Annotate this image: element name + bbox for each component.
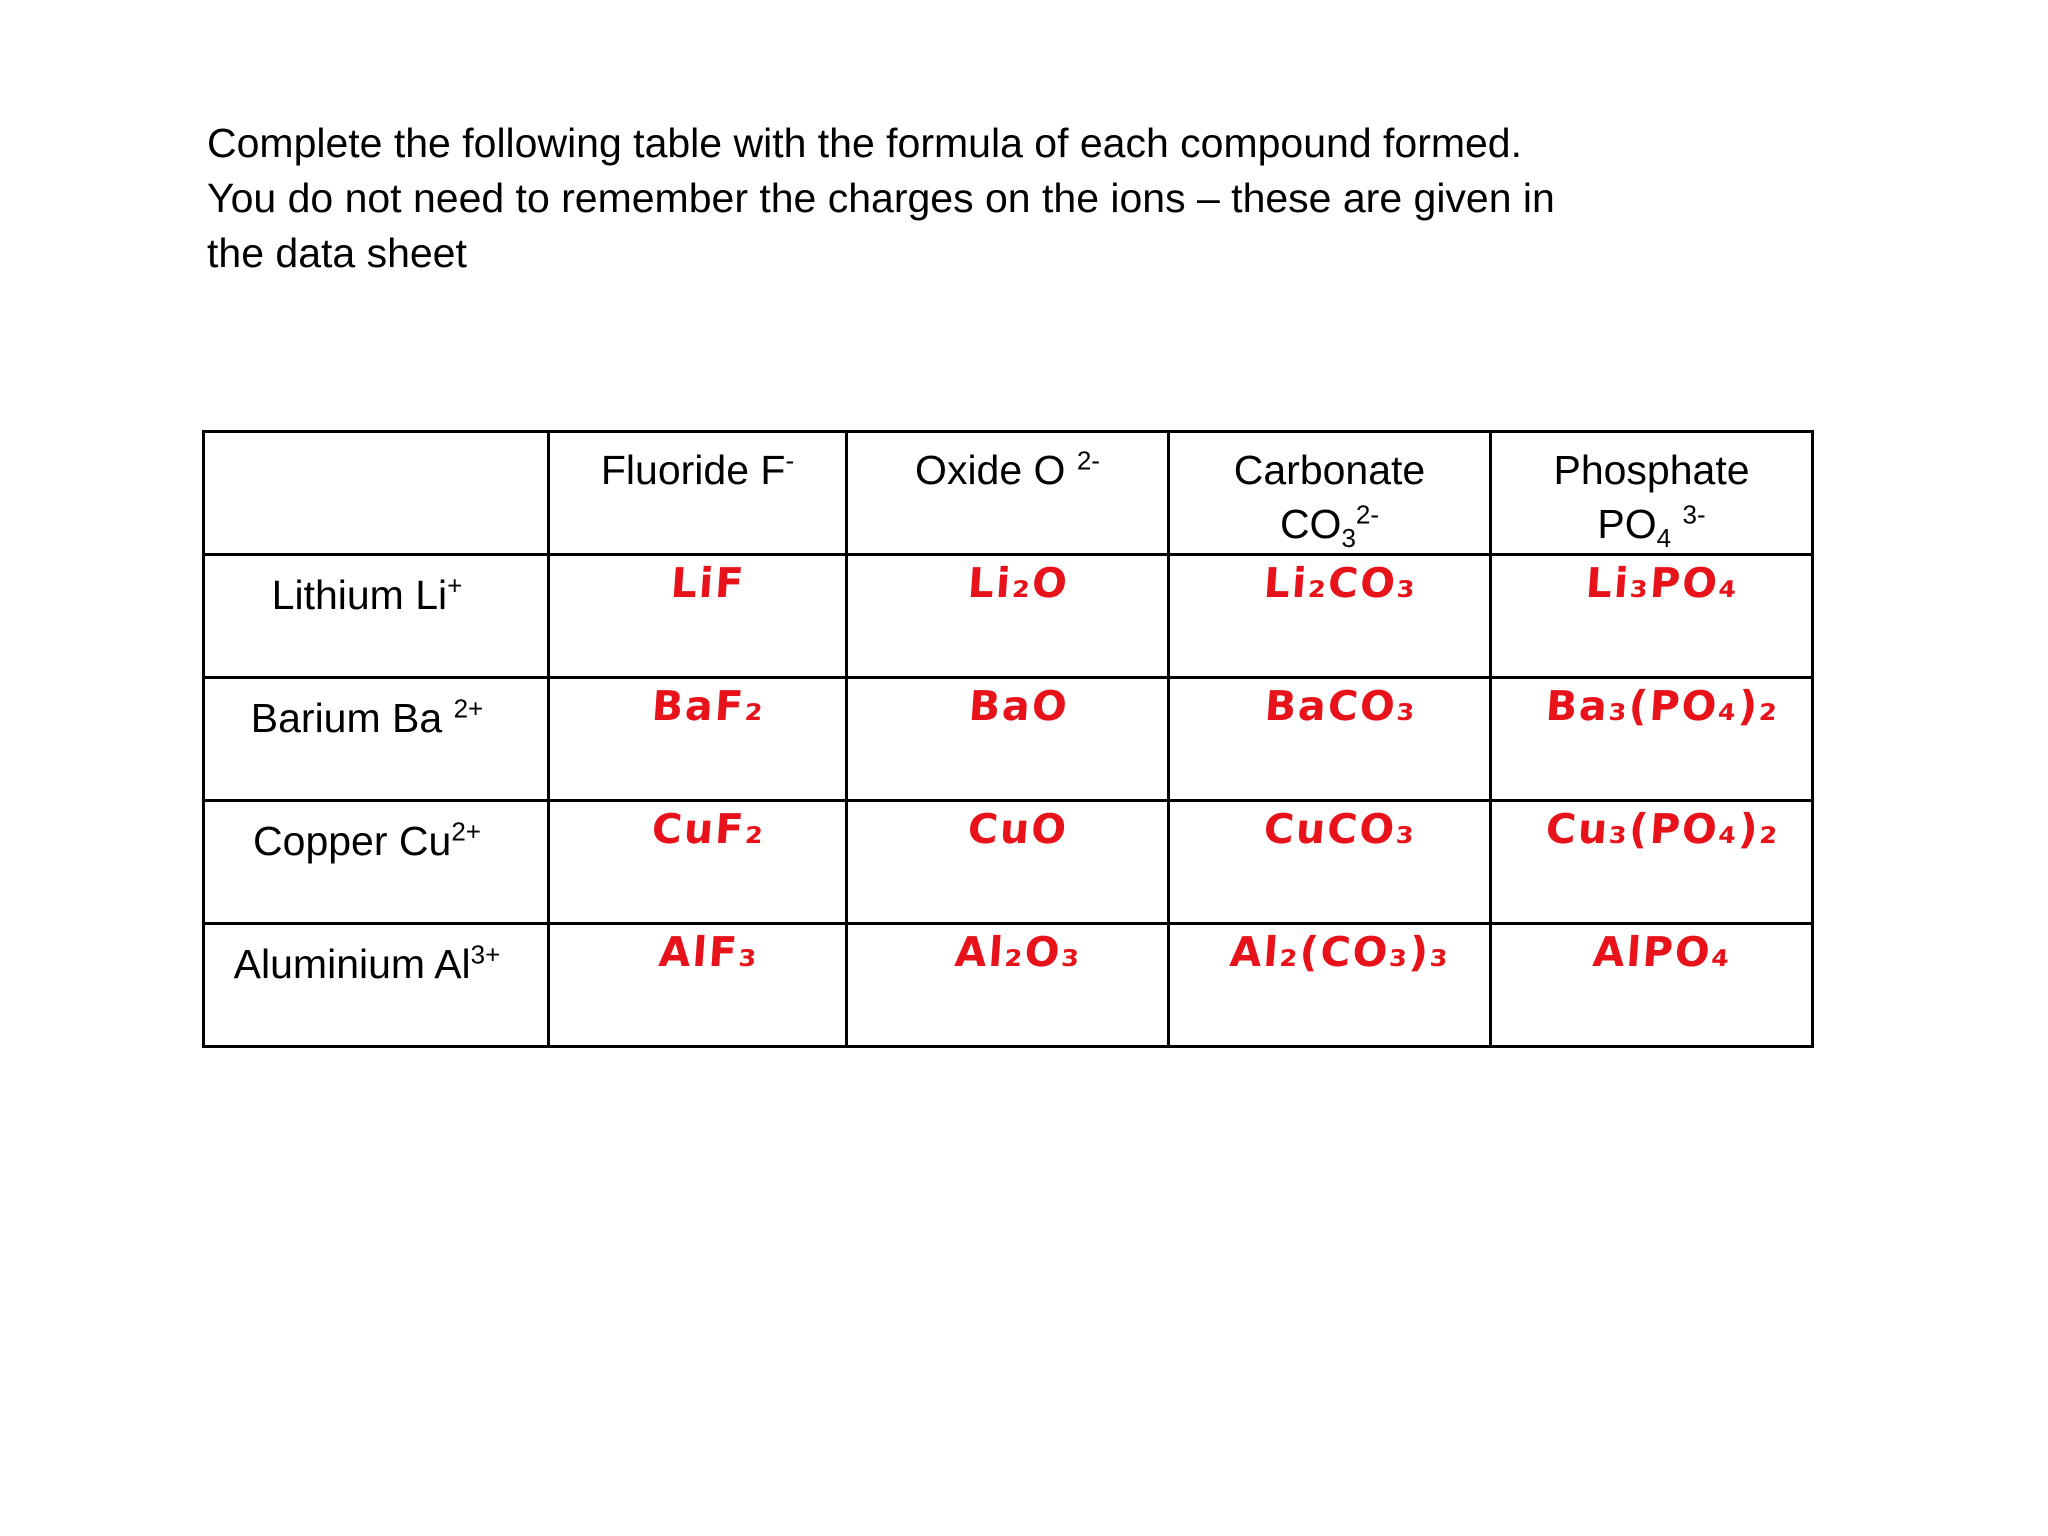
instruction-line-1: Complete the following table with the formula of each compound formed. bbox=[207, 120, 1523, 166]
answer-lithium-fluoride: LiF bbox=[549, 555, 847, 678]
answer-aluminium-phosphate: AlPO₄ bbox=[1491, 924, 1813, 1047]
answer-aluminium-fluoride: AlF₃ bbox=[549, 924, 847, 1047]
answer-copper-carbonate: CuCO₃ bbox=[1169, 801, 1491, 924]
answer-copper-oxide: CuO bbox=[847, 801, 1169, 924]
header-carbonate: Carbonate $CO_3^{2-}$ bbox=[1169, 432, 1491, 555]
table-row bbox=[204, 678, 1813, 801]
table-row bbox=[204, 801, 1813, 924]
answer-lithium-phosphate: Li₃PO₄ bbox=[1491, 555, 1813, 678]
answer-copper-fluoride: CuF₂ bbox=[549, 801, 847, 924]
answer-barium-carbonate: BaCO₃ bbox=[1169, 678, 1491, 801]
answer-lithium-oxide: Li₂O bbox=[847, 555, 1169, 678]
answer-barium-phosphate: Ba₃(PO₄)₂ bbox=[1491, 678, 1813, 801]
answer-lithium-carbonate: Li₂CO₃ bbox=[1169, 555, 1491, 678]
answer-barium-oxide: BaO bbox=[847, 678, 1169, 801]
header-phosphate: Phosphate $PO_4$ $^{3-}$ bbox=[1491, 432, 1813, 555]
answer-barium-fluoride: BaF₂ bbox=[549, 678, 847, 801]
table-header-row bbox=[204, 432, 1813, 555]
row-header-barium: Barium Ba $^{2+}$ bbox=[204, 678, 549, 801]
header-oxide: Oxide O $^{2-}$ bbox=[847, 432, 1169, 555]
ion-compound-table bbox=[202, 430, 1814, 1048]
row-header-copper: Copper $Cu^{2+}$ bbox=[204, 801, 549, 924]
answer-aluminium-oxide: Al₂O₃ bbox=[847, 924, 1169, 1047]
row-header-lithium: Lithium Li+ bbox=[204, 555, 549, 678]
table-row bbox=[204, 555, 1813, 678]
corner-cell bbox=[204, 432, 549, 555]
answer-aluminium-carbonate: Al₂(CO₃)₃ bbox=[1169, 924, 1491, 1047]
instruction-line-2: You do not need to remember the charges on the ions – these are given in the data sheet bbox=[207, 175, 1555, 276]
header-fluoride: Fluoride F- bbox=[549, 432, 847, 555]
answer-copper-phosphate: Cu₃(PO₄)₂ bbox=[1491, 801, 1813, 924]
instructions bbox=[207, 116, 1607, 281]
table-row bbox=[204, 924, 1813, 1047]
row-header-aluminium: Aluminium $Al^{3+}$ bbox=[204, 924, 549, 1047]
